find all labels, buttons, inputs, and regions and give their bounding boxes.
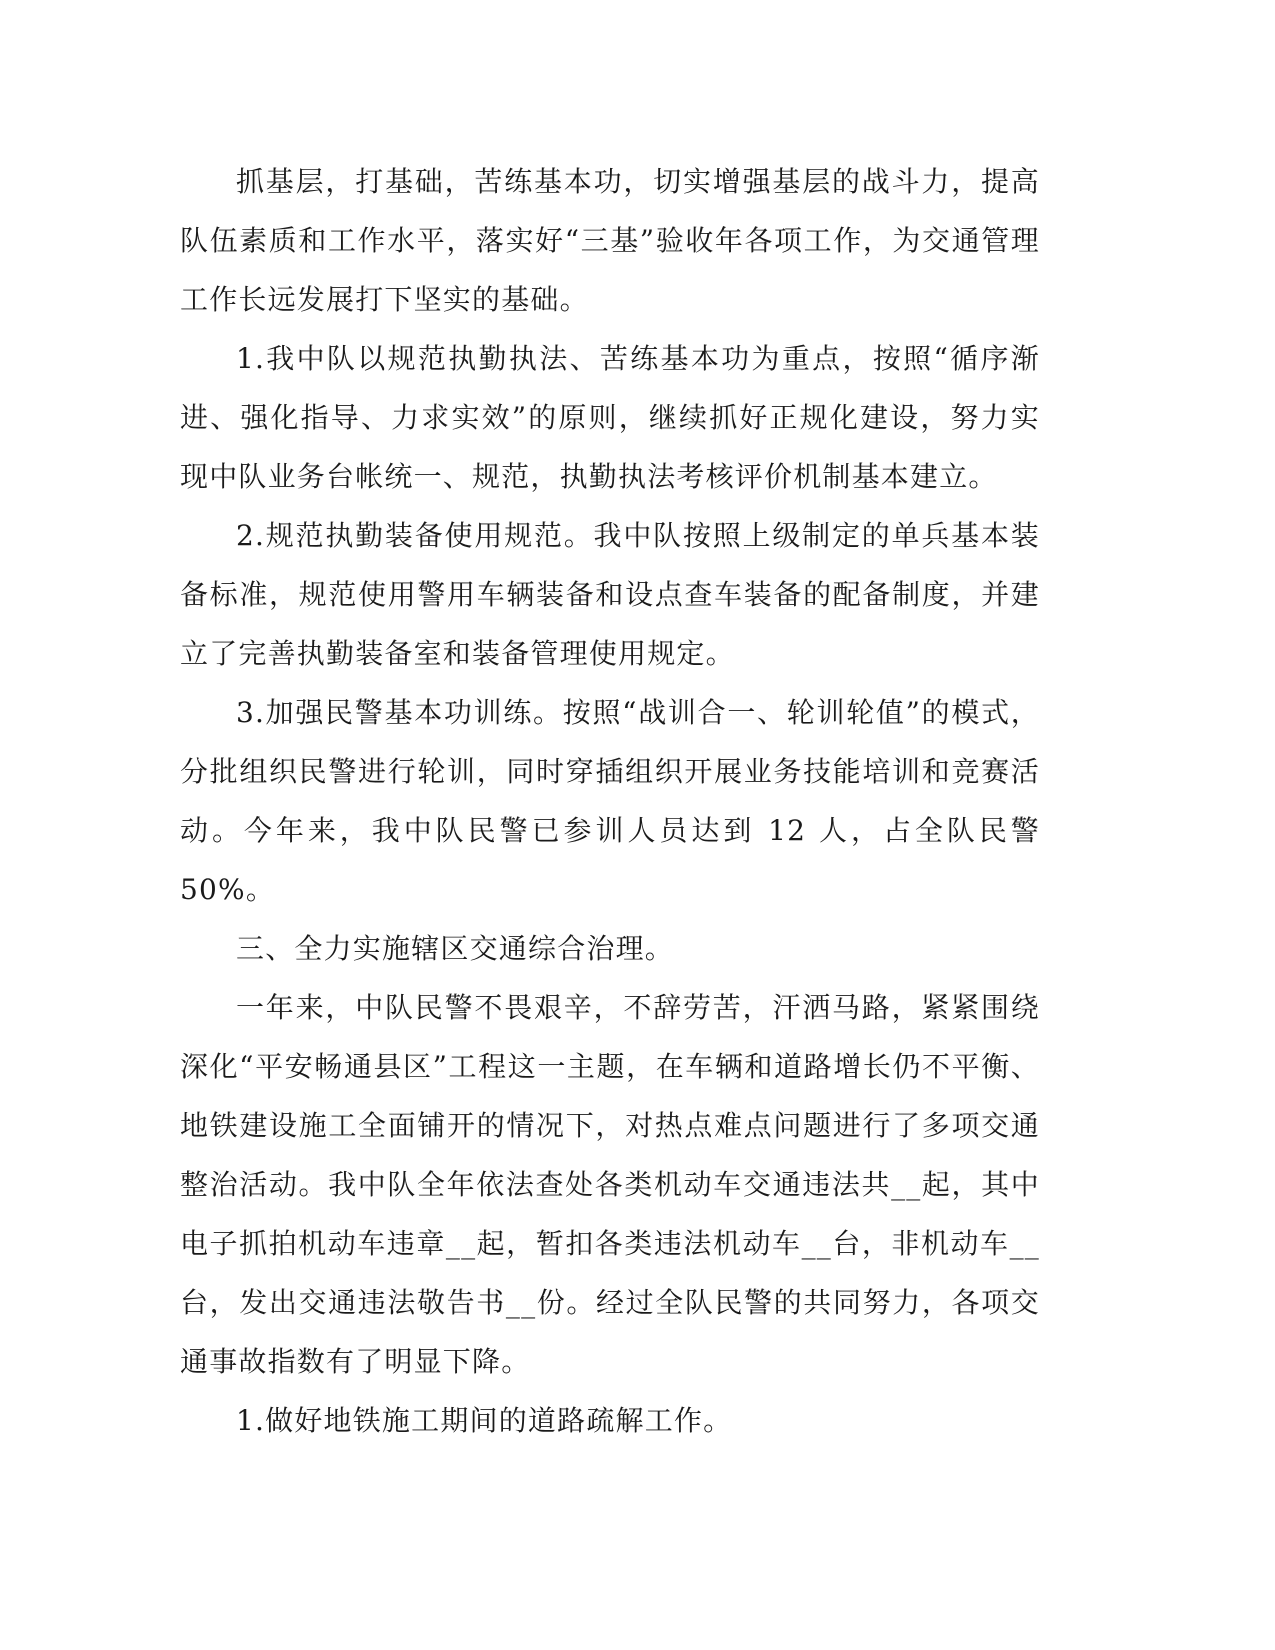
section-heading-traffic-governance: 三、全力实施辖区交通综合治理。 — [236, 932, 675, 965]
paragraph-item-3-training: 3.加强民警基本功训练。按照“战训合一、轮训轮值”的模式，分批组织民警进行轮训，同时穿插组织开展业务技能培训和竞赛活动。今年来，我中队民警已参训人员达到 12 人，占全队民警 50%。 — [180, 696, 1040, 906]
document-body — [180, 152, 1040, 1450]
paragraph-annual-summary: 一年来，中队民警不畏艰辛，不辞劳苦，汗洒马路，紧紧围绕深化“平安畅通县区”工程这一主题，在车辆和道路增长仍不平衡、地铁建设施工全面铺开的情况下，对热点难点问题进行了多项交通整治活动。我中队全年依法查处各类机动车交通违法共__起，其中电子抓拍机动车违章__起，暂扣各类违法机动车__台，非机动车__台，发出交通违法敬告书__份。经过全队民警的共同努力，各项交通事故指数有了明显下降。 — [180, 991, 1040, 1378]
paragraph-item-1-standardization: 1.我中队以规范执勤执法、苦练基本功为重点，按照“循序渐进、强化指导、力求实效”的原则，继续抓好正规化建设，努力实现中队业务台帐统一、规范，执勤执法考核评价机制基本建立。 — [180, 342, 1040, 493]
paragraph-basics: 抓基层，打基础，苦练基本功，切实增强基层的战斗力，提高队伍素质和工作水平，落实好“三基”验收年各项工作，为交通管理工作长远发展打下坚实的基础。 — [180, 165, 1040, 316]
paragraph-item-1-subway-diversion: 1.做好地铁施工期间的道路疏解工作。 — [236, 1404, 733, 1437]
paragraph-item-2-equipment: 2.规范执勤装备使用规范。我中队按照上级制定的单兵基本装备标准，规范使用警用车辆装备和设点查车装备的配备制度，并建立了完善执勤装备室和装备管理使用规定。 — [180, 519, 1040, 670]
